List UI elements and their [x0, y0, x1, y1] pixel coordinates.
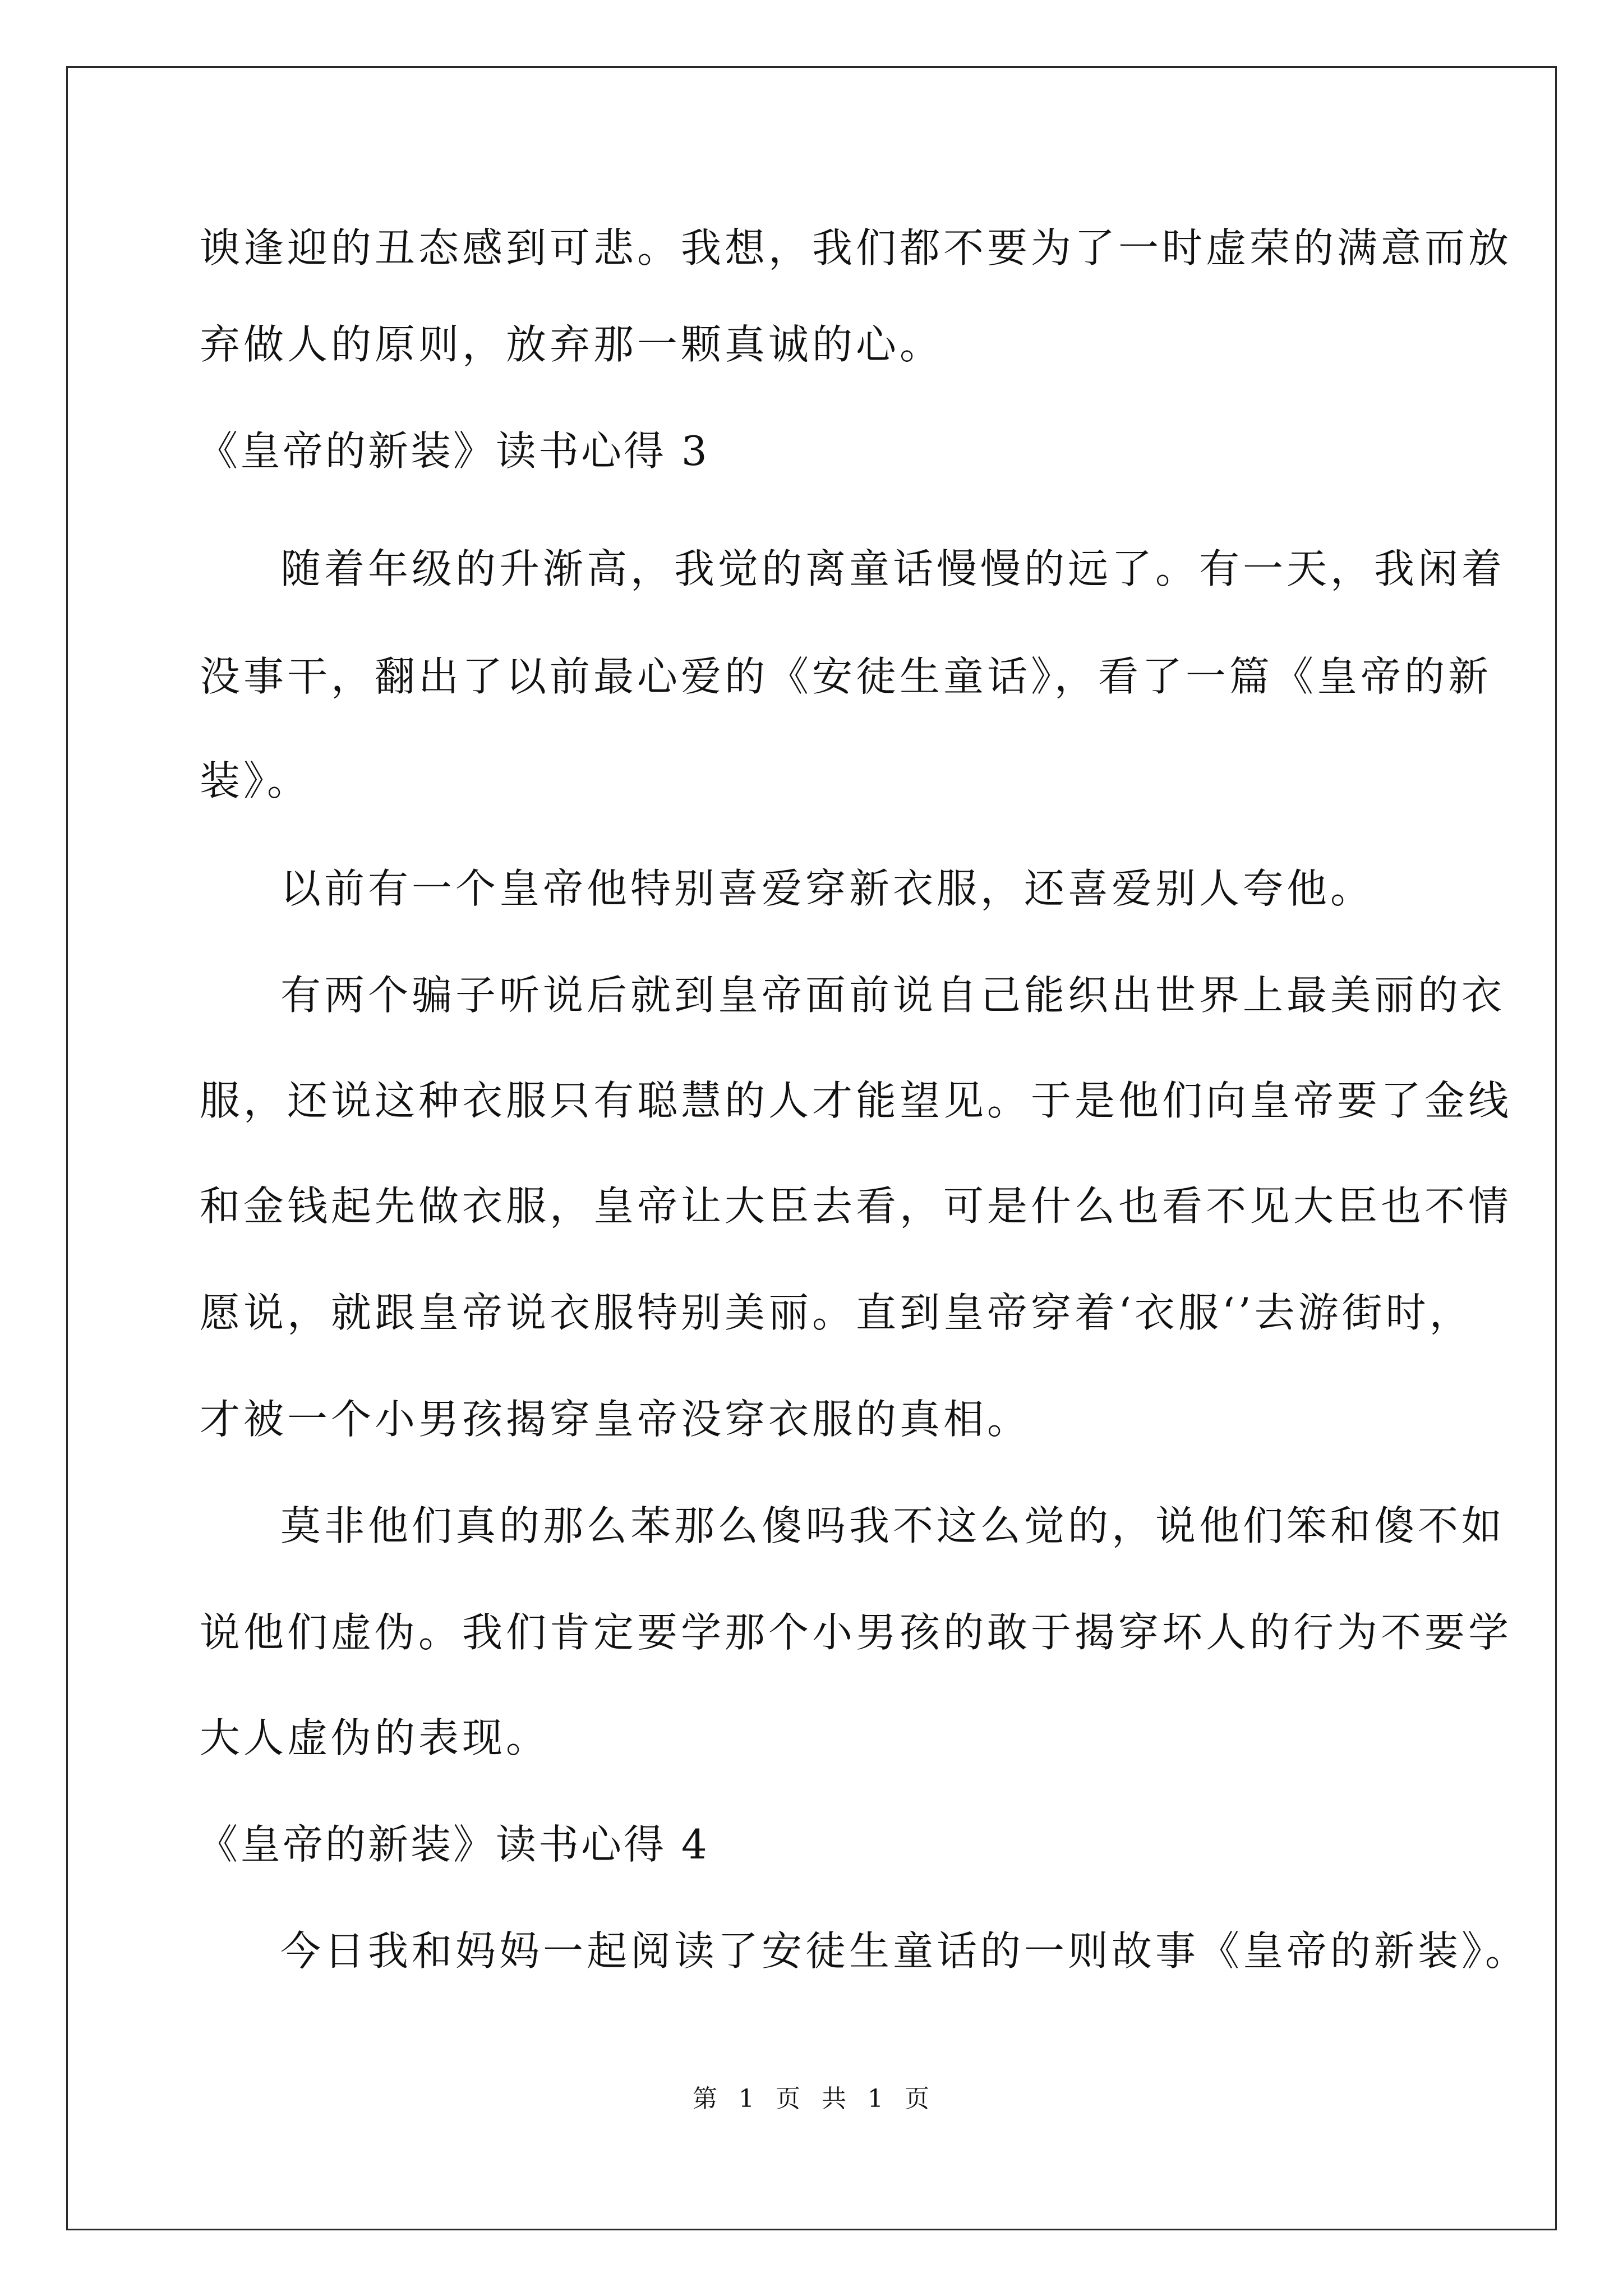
- body-text-line: 谀逢迎的丑态感到可悲。我想，我们都不要为了一时虚荣的满意而放: [200, 224, 1513, 272]
- page-border: [66, 66, 1557, 2230]
- paragraph-first-line: 莫非他们真的那么苯那么傻吗我不这么觉的，说他们笨和傻不如: [280, 1502, 1506, 1549]
- body-text-line: 装》。: [200, 757, 311, 804]
- section-heading: 《皇帝的新装》读书心得 4: [197, 1821, 709, 1868]
- body-text-line: 弃做人的原则，放弃那一颗真诚的心。: [200, 321, 944, 368]
- paragraph-first-line: 有两个骗子听说后就到皇帝面前说自己能织出世界上最美丽的衣: [280, 972, 1506, 1019]
- body-text-line: 没事干，翻出了以前最心爱的《安徒生童话》，看了一篇《皇帝的新: [200, 653, 1492, 700]
- paragraph-first-line: 随着年级的升渐高，我觉的离童话慢慢的远了。有一天，我闲着: [280, 545, 1506, 592]
- paragraph-first-line: 今日我和妈妈一起阅读了安徒生童话的一则故事《皇帝的新装》。: [280, 1927, 1529, 1975]
- body-text-line: 愿说，就跟皇帝说衣服特别美丽。直到皇帝穿着‘衣服‘’去游街时，: [200, 1289, 1473, 1336]
- body-text-line: 说他们虚伪。我们肯定要学那个小男孩的敢于揭穿坏人的行为不要学: [200, 1609, 1513, 1656]
- body-text-line: 大人虚伪的表现。: [200, 1714, 550, 1761]
- page-number-footer: 第 1 页 共 1 页: [693, 2085, 930, 2113]
- paragraph-first-line: 以前有一个皇帝他特别喜爱穿新衣服，还喜爱别人夸他。: [280, 865, 1375, 912]
- section-heading: 《皇帝的新装》读书心得 3: [197, 427, 709, 475]
- body-text-line: 和金钱起先做衣服，皇帝让大臣去看，可是什么也看不见大臣也不情: [200, 1182, 1513, 1230]
- body-text-line: 服，还说这种衣服只有聪慧的人才能望见。于是他们向皇帝要了金线: [200, 1077, 1513, 1124]
- body-text-line: 才被一个小男孩揭穿皇帝没穿衣服的真相。: [200, 1396, 1031, 1443]
